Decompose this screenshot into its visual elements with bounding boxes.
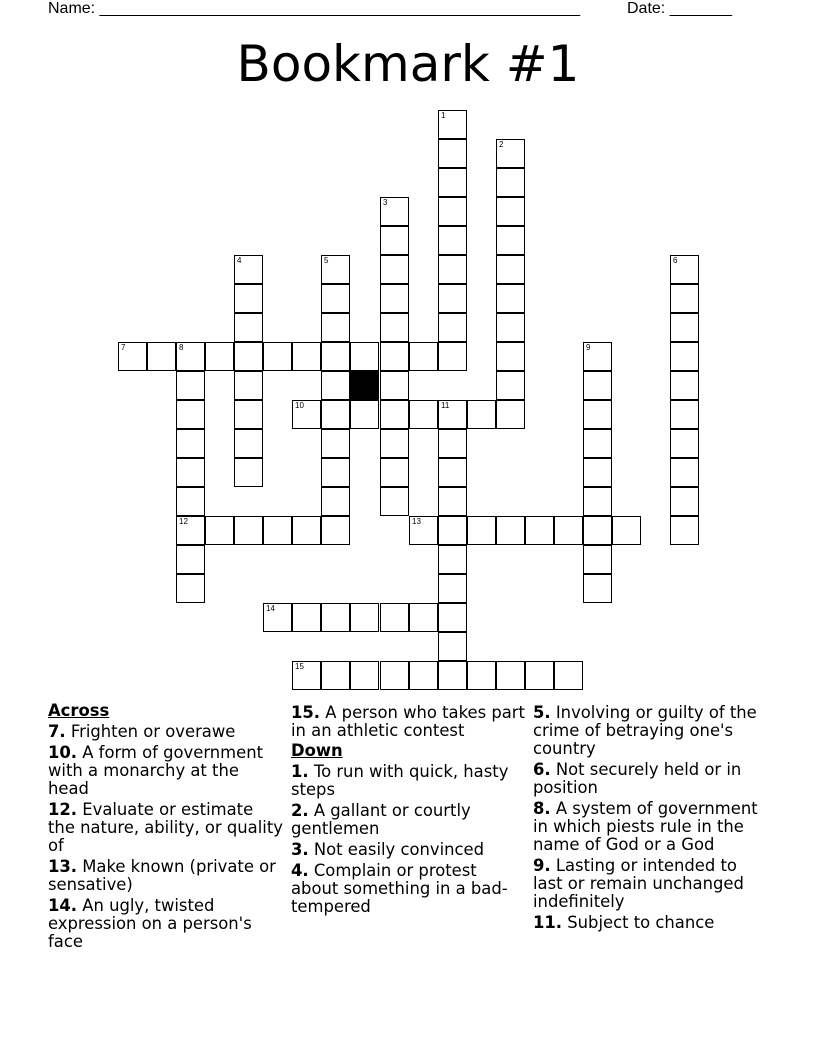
clue-number: 10 [295, 401, 304, 410]
grid-cell[interactable] [380, 226, 409, 255]
down-clue-list-continued [533, 704, 769, 932]
grid-cell[interactable] [496, 313, 525, 342]
grid-cell[interactable] [321, 284, 350, 313]
grid-cell[interactable] [670, 516, 699, 545]
grid-cell[interactable] [350, 342, 379, 371]
grid-cell[interactable] [438, 545, 467, 574]
across-heading: Across [48, 701, 110, 720]
clue [533, 761, 769, 797]
grid-cell[interactable] [438, 400, 467, 429]
grid-cell[interactable] [583, 545, 612, 574]
clue-text: Not securely held or in position [533, 760, 742, 797]
grid-cell[interactable] [496, 371, 525, 400]
grid-cell[interactable] [670, 313, 699, 342]
grid-cell[interactable] [438, 197, 467, 226]
grid-cell[interactable] [583, 487, 612, 516]
grid-cell[interactable] [670, 400, 699, 429]
grid-cell[interactable] [670, 284, 699, 313]
grid-cell[interactable] [583, 342, 612, 371]
clue-text: A person who takes part in an athletic contest [291, 703, 525, 740]
clue [48, 744, 284, 798]
clue-text: A form of government with a monarchy at the head [48, 743, 264, 798]
clue-number: 9 [586, 343, 591, 352]
grid-cell[interactable] [321, 487, 350, 516]
grid-cell[interactable] [321, 458, 350, 487]
grid-cell[interactable] [350, 661, 379, 690]
grid-cell[interactable] [496, 139, 525, 168]
clue-number: 11 [441, 401, 450, 410]
grid-cell[interactable] [234, 371, 263, 400]
grid-cell[interactable] [147, 342, 176, 371]
grid-cell[interactable] [496, 516, 525, 545]
clue-text: Frighten or overawe [65, 722, 236, 741]
clue-number-label: 8. [533, 799, 551, 818]
clue-number: 5 [324, 256, 329, 265]
grid-cell[interactable] [525, 516, 554, 545]
clue [291, 841, 527, 859]
grid-cell[interactable] [380, 487, 409, 516]
grid-cell[interactable] [321, 371, 350, 400]
grid-cell[interactable] [176, 574, 205, 603]
grid-cell[interactable] [234, 429, 263, 458]
grid-cell[interactable] [612, 516, 641, 545]
grid-cell[interactable] [438, 168, 467, 197]
clue-text: Lasting or intended to last or remain unchanged indefinitely [533, 856, 744, 911]
grid-cell[interactable] [467, 516, 496, 545]
grid-cell[interactable] [670, 458, 699, 487]
grid-cell[interactable] [438, 226, 467, 255]
clue [291, 704, 527, 740]
grid-cell[interactable] [670, 255, 699, 284]
clue-number-label: 12. [48, 800, 78, 819]
grid-cell[interactable] [554, 661, 583, 690]
clue-text: Not easily convinced [308, 840, 485, 859]
grid-cell[interactable] [205, 516, 234, 545]
grid-cell[interactable] [118, 342, 147, 371]
grid-cell[interactable] [583, 429, 612, 458]
grid-cell[interactable] [321, 603, 350, 632]
grid-cell[interactable] [321, 516, 350, 545]
grid-cell[interactable] [496, 255, 525, 284]
grid-cell[interactable] [380, 603, 409, 632]
grid-cell[interactable] [583, 458, 612, 487]
grid-cell[interactable] [670, 487, 699, 516]
clue-number: 4 [237, 256, 242, 265]
name-field-label: Name: ______________________________________________________ [48, 0, 581, 17]
grid-cell[interactable] [467, 661, 496, 690]
clue-number: 8 [179, 343, 184, 352]
grid-cell[interactable] [438, 139, 467, 168]
grid-cell[interactable] [583, 516, 612, 545]
grid-cell[interactable] [176, 342, 205, 371]
clue [291, 802, 527, 838]
grid-cell[interactable] [438, 429, 467, 458]
grid-cell[interactable] [321, 429, 350, 458]
clues-column-2 [291, 701, 527, 916]
grid-cell[interactable] [583, 371, 612, 400]
grid-cell[interactable] [438, 632, 467, 661]
clue-number-label: 5. [533, 703, 551, 722]
grid-cell[interactable] [496, 168, 525, 197]
clue-number-label: 11. [533, 913, 563, 932]
grid-cell[interactable] [380, 284, 409, 313]
grid-cell[interactable] [263, 603, 292, 632]
grid-cell[interactable] [292, 661, 321, 690]
clue-number-label: 15. [291, 703, 321, 722]
clue-number: 2 [499, 140, 504, 149]
grid-cell[interactable] [321, 400, 350, 429]
clue-text: Evaluate or estimate the nature, ability, or quality of [48, 800, 283, 855]
grid-cell[interactable] [438, 255, 467, 284]
down-heading: Down [291, 741, 343, 760]
clue-text: To run with quick, hasty steps [291, 762, 509, 799]
grid-cell[interactable] [438, 284, 467, 313]
clue-number: 3 [383, 198, 388, 207]
grid-cell[interactable] [380, 255, 409, 284]
grid-cell[interactable] [496, 400, 525, 429]
clue [533, 914, 769, 932]
clues-column-3 [533, 701, 769, 932]
grid-cell[interactable] [583, 400, 612, 429]
grid-cell[interactable] [176, 545, 205, 574]
grid-cell[interactable] [496, 342, 525, 371]
grid-cell[interactable] [496, 661, 525, 690]
clue-number-label: 10. [48, 743, 78, 762]
grid-cell[interactable] [176, 487, 205, 516]
clue-number-label: 7. [48, 722, 66, 741]
grid-cell[interactable] [263, 342, 292, 371]
grid-cell[interactable] [554, 516, 583, 545]
grid-cell[interactable] [292, 342, 321, 371]
down-clue-list [291, 763, 527, 916]
grid-cell[interactable] [438, 574, 467, 603]
grid-cell[interactable] [234, 284, 263, 313]
clue-number: 13 [412, 517, 421, 526]
clue-text: Make known (private or sensative) [48, 857, 276, 894]
grid-cell[interactable] [670, 371, 699, 400]
grid-cell[interactable] [409, 400, 438, 429]
clue-number-label: 4. [291, 861, 309, 880]
grid-cell[interactable] [176, 516, 205, 545]
grid-cell[interactable] [583, 574, 612, 603]
grid-cell[interactable] [350, 400, 379, 429]
clue-number-label: 3. [291, 840, 309, 859]
grid-cell[interactable] [409, 516, 438, 545]
clue-number: 12 [179, 517, 188, 526]
clue [533, 704, 769, 758]
grid-cell[interactable] [205, 342, 234, 371]
grid-cell[interactable] [380, 400, 409, 429]
clue-number-label: 13. [48, 857, 78, 876]
clue [48, 897, 284, 951]
clue [291, 763, 527, 799]
grid-cell[interactable] [438, 603, 467, 632]
grid-cell[interactable] [525, 661, 554, 690]
grid-cell[interactable] [350, 603, 379, 632]
clue [48, 801, 284, 855]
clue-text: An ugly, twisted expression on a person's face [48, 896, 252, 951]
grid-cell[interactable] [380, 661, 409, 690]
grid-cell[interactable] [176, 458, 205, 487]
grid-cell[interactable] [234, 313, 263, 342]
grid-cell[interactable] [496, 197, 525, 226]
grid-cell[interactable] [380, 429, 409, 458]
grid-cell[interactable] [263, 516, 292, 545]
clue-text: A system of government in which piests rule in the name of God or a God [533, 799, 758, 854]
clue-number: 14 [266, 604, 275, 613]
grid-cell[interactable] [176, 371, 205, 400]
clue-number-label: 14. [48, 896, 78, 915]
grid-cell[interactable] [438, 487, 467, 516]
grid-cell[interactable] [670, 342, 699, 371]
grid-cell[interactable] [380, 371, 409, 400]
grid-cell[interactable] [496, 284, 525, 313]
grid-cell[interactable] [380, 458, 409, 487]
clue-number-label: 6. [533, 760, 551, 779]
black-grid-cell [350, 371, 379, 400]
clue-number-label: 9. [533, 856, 551, 875]
grid-cell[interactable] [176, 400, 205, 429]
grid-cell[interactable] [321, 255, 350, 284]
grid-cell[interactable] [409, 603, 438, 632]
grid-cell[interactable] [438, 110, 467, 139]
grid-cell[interactable] [380, 197, 409, 226]
grid-cell[interactable] [176, 429, 205, 458]
grid-cell[interactable] [321, 313, 350, 342]
grid-cell[interactable] [670, 429, 699, 458]
clue-number: 1 [441, 111, 446, 120]
grid-cell[interactable] [438, 458, 467, 487]
grid-cell[interactable] [234, 342, 263, 371]
clues-column-1 [48, 701, 284, 951]
clue [291, 862, 527, 916]
clue [48, 723, 284, 741]
page-title: Bookmark #1 [236, 35, 580, 93]
clue [48, 858, 284, 894]
grid-cell[interactable] [409, 342, 438, 371]
clue-text: A gallant or courtly gentlemen [291, 801, 471, 838]
grid-cell[interactable] [409, 661, 438, 690]
clue-number: 7 [121, 343, 126, 352]
grid-cell[interactable] [438, 313, 467, 342]
grid-cell[interactable] [438, 342, 467, 371]
clue-number: 6 [673, 256, 678, 265]
grid-cell[interactable] [321, 661, 350, 690]
grid-cell[interactable] [234, 458, 263, 487]
clue [533, 857, 769, 911]
grid-cell[interactable] [292, 603, 321, 632]
clue-text: Involving or guilty of the crime of betraying one's country [533, 703, 757, 758]
grid-cell[interactable] [292, 400, 321, 429]
clue-number-label: 1. [291, 762, 309, 781]
date-field-label: Date: _______ [627, 0, 732, 17]
grid-cell[interactable] [292, 516, 321, 545]
grid-cell[interactable] [496, 226, 525, 255]
clue [533, 800, 769, 854]
across-clue-list [48, 723, 284, 951]
clue-number: 15 [295, 662, 304, 671]
clue-text: Subject to chance [562, 913, 715, 932]
clue-text: Complain or protest about something in a bad-tempered [291, 861, 508, 916]
grid-cell[interactable] [380, 313, 409, 342]
across-clue-list-continued [291, 704, 527, 740]
grid-cell[interactable] [467, 400, 496, 429]
grid-cell[interactable] [234, 400, 263, 429]
grid-cell[interactable] [234, 255, 263, 284]
grid-cell[interactable] [380, 342, 409, 371]
grid-cell[interactable] [234, 516, 263, 545]
grid-cell[interactable] [438, 516, 467, 545]
grid-cell[interactable] [438, 661, 467, 690]
clue-number-label: 2. [291, 801, 309, 820]
grid-cell[interactable] [321, 342, 350, 371]
